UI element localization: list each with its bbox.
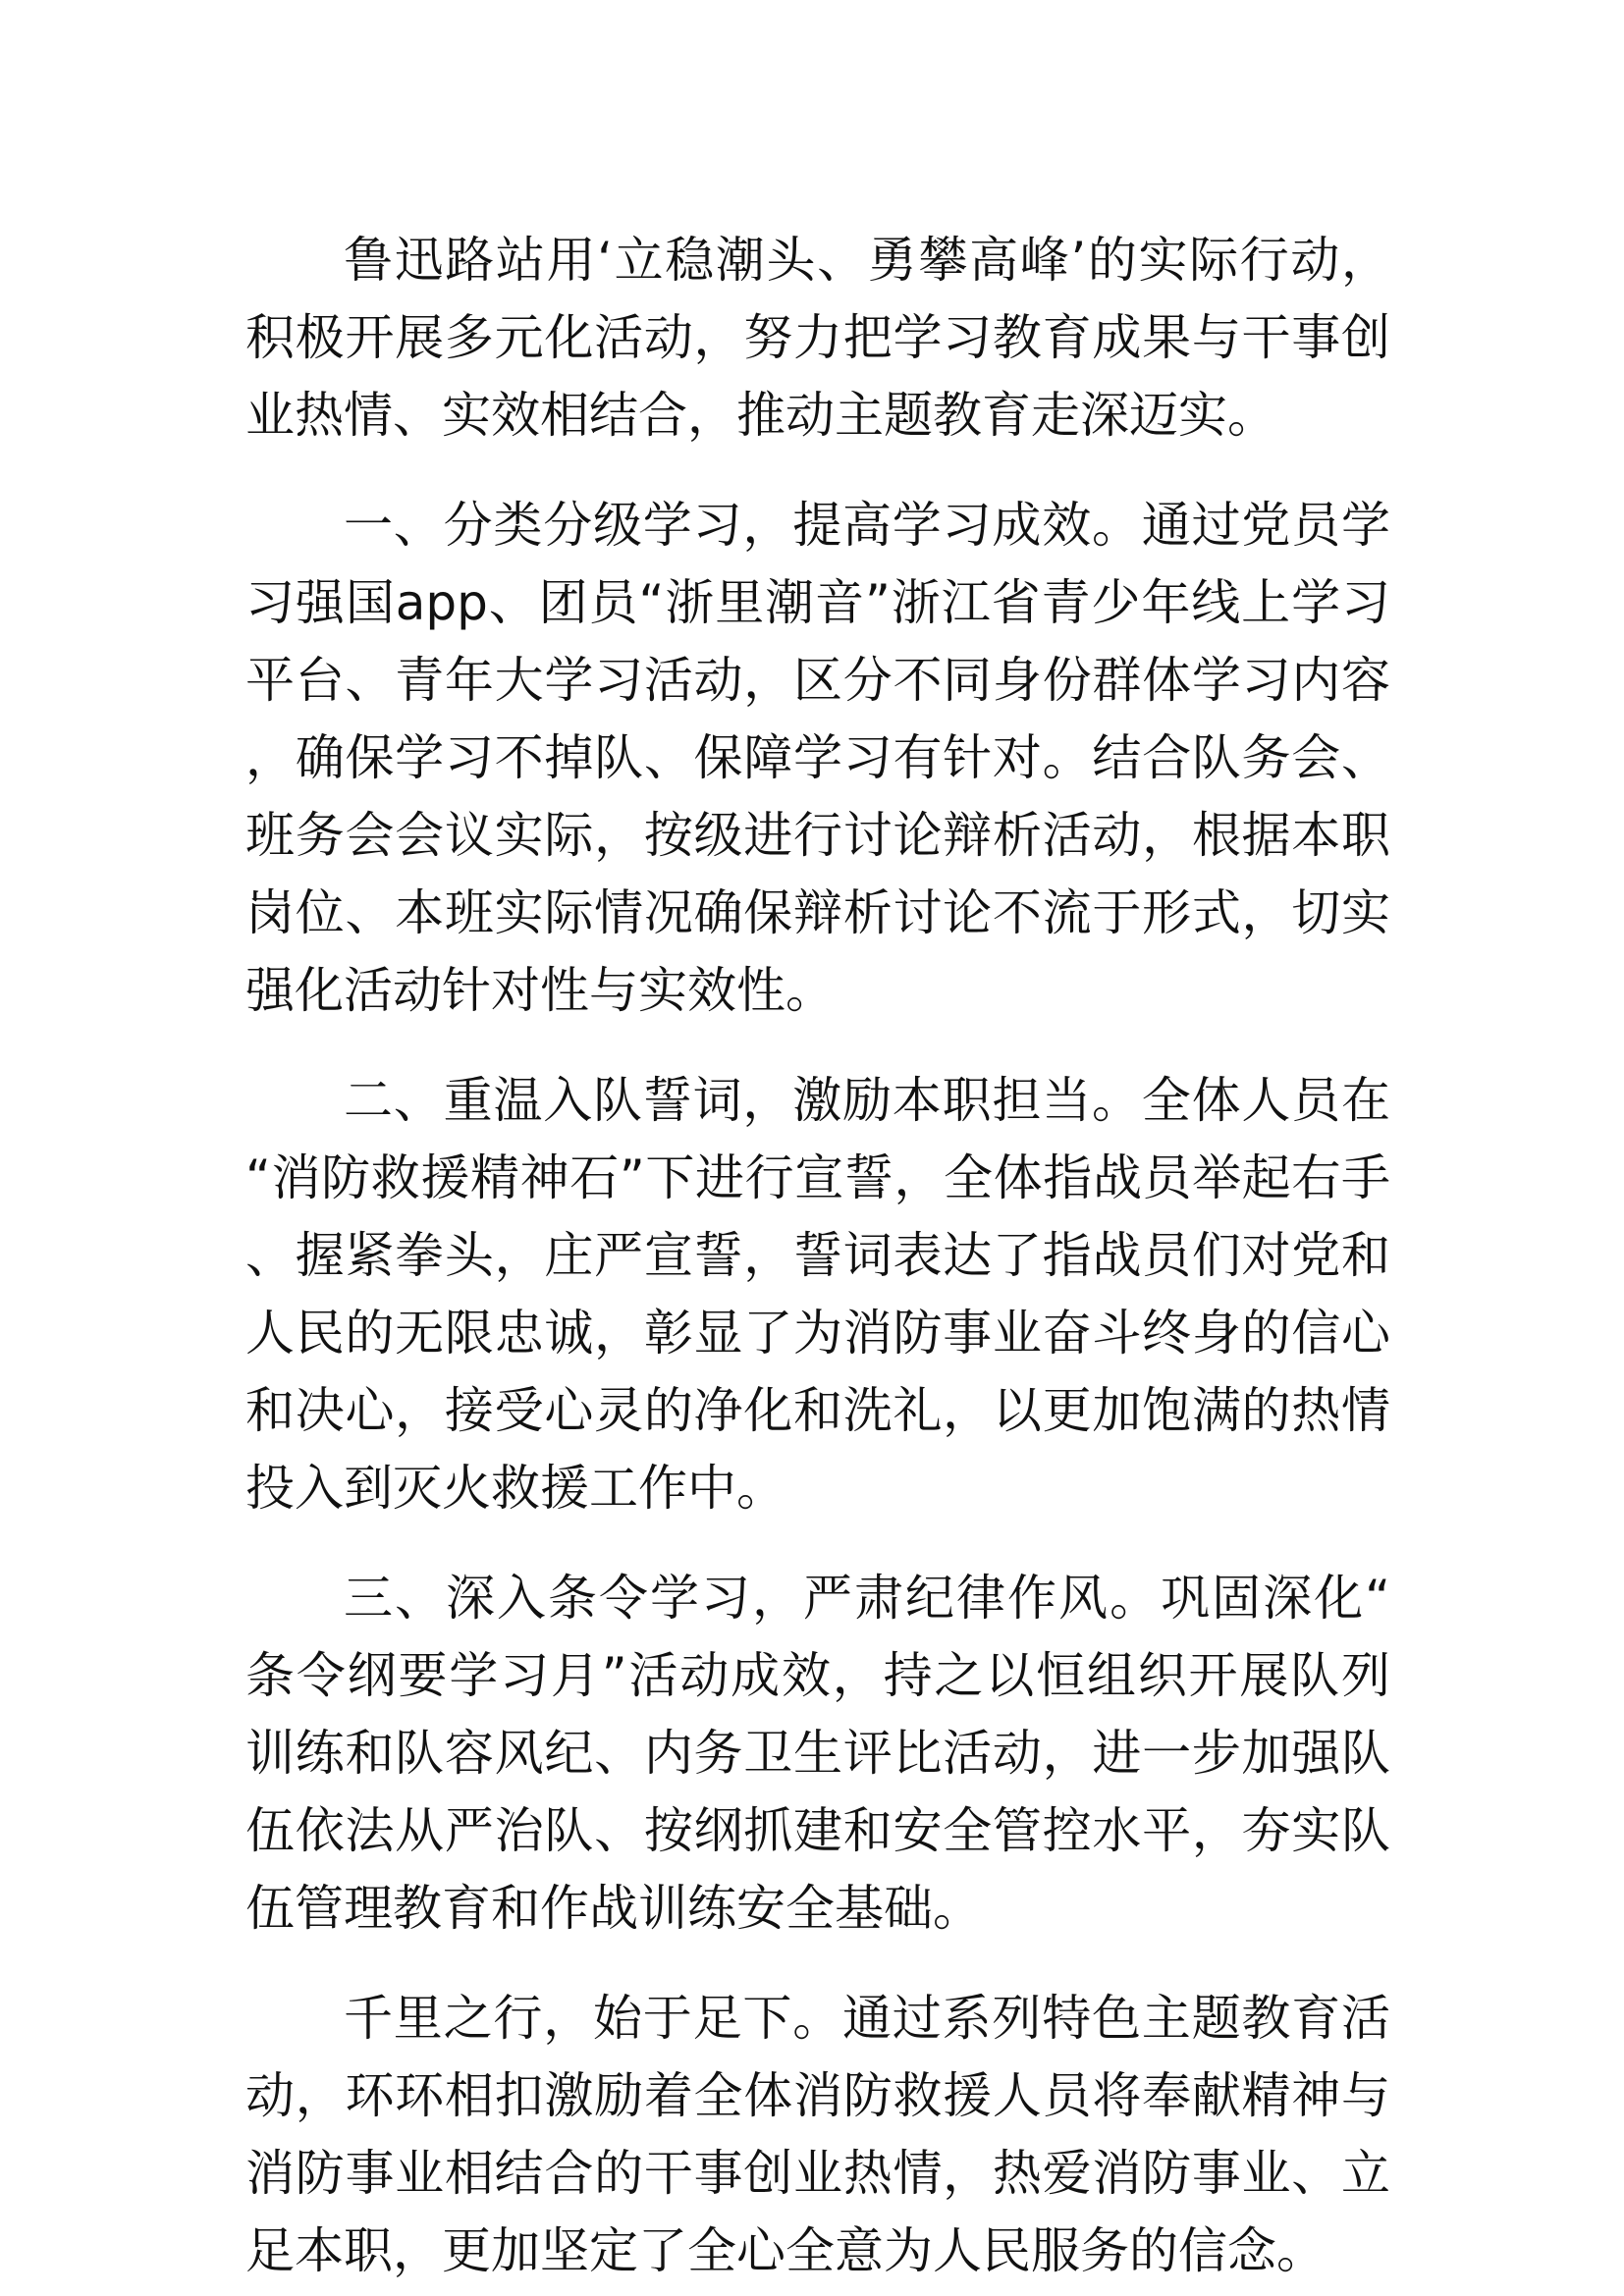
paragraph-section-3: 三、深入条令学习，严肃纪律作风。巩固深化“条令纲要学习月”活动成效，持之以恒组织开展队列训练和队容风纪、内务卫生评比活动，进一步加强队伍依法从严治队、按纲抓建和安全管控水平，夯实队伍管理教育和作战训练安全基础。 [245, 1570, 1390, 1937]
paragraph-section-2: 二、重温入队誓词，激励本职担当。全体人员在“消防救援精神石”下进行宣誓，全体指战员举起右手、握紧拳头，庄严宣誓，誓词表达了指战员们对党和人民的无限忠诚，彰显了为消防事业奋斗终身的信心和决心，接受心灵的净化和洗礼，以更加饱满的热情投入到灭火救援工作中。 [245, 1072, 1390, 1517]
document-body [245, 222, 1390, 2290]
paragraph-intro: 鲁迅路站用‘立稳潮头、勇攀高峰’的实际行动，积极开展多元化活动，努力把学习教育成果与干事创业热情、实效相结合，推动主题教育走深迈实。 [245, 232, 1390, 444]
paragraph-section-1: 一、分类分级学习，提高学习成效。通过党员学习强国app、团员“浙里潮音”浙江省青少年线上学习平台、青年大学习活动，区分不同身份群体学习内容，确保学习不掉队、保障学习有针对。结合队务会、班务会会议实际，按级进行讨论辩析活动，根据本职岗位、本班实际情况确保辩析讨论不流于形式，切实强化活动针对性与实效性。 [245, 497, 1390, 1019]
paragraph-conclusion: 千里之行，始于足下。通过系列特色主题教育活动，环环相扣激励着全体消防救援人员将奉献精神与消防事业相结合的干事创业热情，热爱消防事业、立足本职，更加坚定了全心全意为人民服务的信念。 [245, 1990, 1390, 2279]
